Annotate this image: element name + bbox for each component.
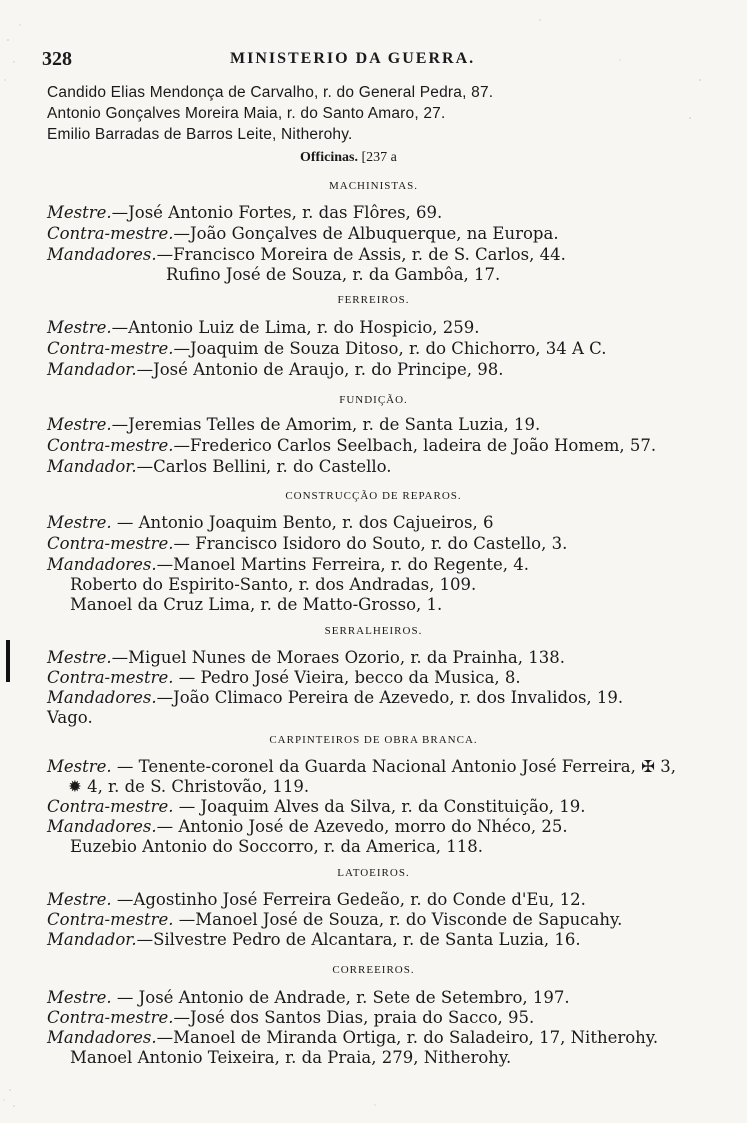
entry-text: —Manoel José de Souza, r. do Visconde de Sapucahy. xyxy=(173,910,623,929)
entry-text: —Antonio Luiz de Lima, r. do Hospicio, 259. xyxy=(111,318,480,337)
entry-text: —José Antonio Fortes, r. das Flôres, 69. xyxy=(111,203,443,222)
entry-text: —José dos Santos Dias, praia do Sacco, 95. xyxy=(173,1008,535,1027)
officinas-ref: [237 a xyxy=(361,150,397,165)
entry-text: —João Climaco Pereira de Azevedo, r. dos Invalidos, 19. xyxy=(156,688,624,707)
entry-text: — José Antonio de Andrade, r. Sete de Setembro, 197. xyxy=(111,988,570,1007)
entry-line xyxy=(47,1008,534,1028)
running-title: MINISTERIO DA GUERRA. xyxy=(230,50,476,67)
entry-line xyxy=(47,360,503,380)
entry-line xyxy=(47,457,392,477)
margin-mark xyxy=(6,640,10,682)
entry-text: —Silvestre Pedro de Alcantara, r. de Santa Luzia, 16. xyxy=(136,930,581,949)
role-label: Mestre. xyxy=(47,648,112,667)
section-title: LATOEIROS. xyxy=(337,867,410,879)
entry-line xyxy=(47,1028,658,1048)
entry-line xyxy=(47,648,565,668)
officinas-heading xyxy=(300,150,397,166)
entry-line: Vago. xyxy=(47,708,93,727)
entry-text: — Antonio Joaquim Bento, r. dos Cajueiros, 6 xyxy=(111,513,494,532)
section-title: CONSTRUCÇÃO DE REPAROS. xyxy=(285,490,462,502)
entry-text: — Francisco Isidoro do Souto, r. do Castello, 3. xyxy=(173,534,568,553)
entry-text: —Frederico Carlos Seelbach, ladeira de João Homem, 57. xyxy=(173,436,657,455)
role-label: Mandador. xyxy=(47,457,137,476)
section-title: SERRALHEIROS. xyxy=(324,625,423,637)
entry-text: —Carlos Bellini, r. do Castello. xyxy=(136,457,392,476)
entry-text: — Pedro José Vieira, becco da Musica, 8. xyxy=(173,668,521,687)
entry-line: Roberto do Espirito-Santo, r. dos Andradas, 109. xyxy=(70,575,477,594)
role-label: Mestre. xyxy=(47,757,112,776)
entry-line: Emilio Barradas de Barros Leite, Nitherohy. xyxy=(47,126,353,143)
entry-line xyxy=(47,339,606,359)
entry-text: —Jeremias Telles de Amorim, r. de Santa Luzia, 19. xyxy=(111,415,541,434)
entry-line xyxy=(47,245,566,265)
role-label: Contra-mestre. xyxy=(47,797,174,816)
entry-line xyxy=(47,534,567,554)
entry-line xyxy=(47,436,656,456)
entry-line xyxy=(47,988,570,1008)
entry-text: —Francisco Moreira de Assis, r. de S. Carlos, 44. xyxy=(156,245,566,264)
entry-line xyxy=(47,513,493,533)
entry-line: Rufino José de Souza, r. da Gambôa, 17. xyxy=(166,265,501,284)
role-label: Mestre. xyxy=(47,988,112,1007)
entry-line: Manoel da Cruz Lima, r. de Matto-Grosso, 1. xyxy=(70,595,443,614)
role-label: Mandadores. xyxy=(47,688,157,707)
role-label: Contra-mestre. xyxy=(47,910,174,929)
role-label: Contra-mestre. xyxy=(47,224,174,243)
role-label: Mandadores. xyxy=(47,817,157,836)
role-label: Mestre. xyxy=(47,890,112,909)
entry-line: Euzebio Antonio do Soccorro, r. da America, 118. xyxy=(70,837,483,856)
section-title: CARPINTEIROS DE OBRA BRANCA. xyxy=(269,734,478,746)
officinas-title: Officinas. xyxy=(300,150,358,165)
role-label: Mandador. xyxy=(47,360,137,379)
role-label: Mandadores. xyxy=(47,1028,157,1047)
entry-line xyxy=(47,910,622,930)
entry-text: —João Gonçalves de Albuquerque, na Europa. xyxy=(173,224,559,243)
role-label: Contra-mestre. xyxy=(47,436,174,455)
entry-text: — Joaquim Alves da Silva, r. da Constituição, 19. xyxy=(173,797,586,816)
entry-text: — Tenente-coronel da Guarda Nacional Antonio José Ferreira, ✠ 3, xyxy=(111,757,676,776)
entry-line xyxy=(47,757,676,777)
entry-text: —Joaquim de Souza Ditoso, r. do Chichorro, 34 A C. xyxy=(173,339,607,358)
entry-text: — Antonio José de Azevedo, morro do Nhéco, 25. xyxy=(156,817,568,836)
section-title: CORREEIROS. xyxy=(332,964,415,976)
section-title: FUNDIÇÃO. xyxy=(339,394,408,406)
role-label: Contra-mestre. xyxy=(47,668,174,687)
entry-line xyxy=(47,890,586,910)
entry-line xyxy=(47,415,540,435)
entry-line xyxy=(47,688,623,708)
entry-line: ✹ 4, r. de S. Christovão, 119. xyxy=(68,777,310,796)
entry-text: —Miguel Nunes de Moraes Ozorio, r. da Prainha, 138. xyxy=(111,648,565,667)
entry-text: —Manoel de Miranda Ortiga, r. do Saladeiro, 17, Nitherohy. xyxy=(156,1028,659,1047)
entry-line xyxy=(47,318,480,338)
role-label: Contra-mestre. xyxy=(47,1008,174,1027)
role-label: Mestre. xyxy=(47,415,112,434)
entry-line: Candido Elias Mendonça de Carvalho, r. do General Pedra, 87. xyxy=(47,84,494,101)
entry-line xyxy=(47,555,529,575)
entry-line xyxy=(47,797,585,817)
role-label: Mestre. xyxy=(47,203,112,222)
role-label: Mestre. xyxy=(47,513,112,532)
role-label: Mestre. xyxy=(47,318,112,337)
entry-line: Antonio Gonçalves Moreira Maia, r. do Santo Amaro, 27. xyxy=(47,105,446,122)
page-header xyxy=(42,48,702,72)
entry-line xyxy=(47,224,559,244)
role-label: Mandadores. xyxy=(47,245,157,264)
entry-text: —Agostinho José Ferreira Gedeão, r. do Conde d'Eu, 12. xyxy=(111,890,586,909)
role-label: Contra-mestre. xyxy=(47,339,174,358)
role-label: Mandadores. xyxy=(47,555,157,574)
entry-line: Manoel Antonio Teixeira, r. da Praia, 279, Nitherohy. xyxy=(70,1048,512,1067)
entry-line xyxy=(47,203,442,223)
entry-line xyxy=(47,668,521,688)
role-label: Mandador. xyxy=(47,930,137,949)
entry-text: —José Antonio de Araujo, r. do Principe, 98. xyxy=(136,360,504,379)
entry-text: —Manoel Martins Ferreira, r. do Regente, 4. xyxy=(156,555,529,574)
section-title: MACHINISTAS. xyxy=(328,180,419,192)
entry-line xyxy=(47,817,568,837)
section-title: FERREIROS. xyxy=(337,294,410,306)
page-number: 328 xyxy=(42,48,72,70)
role-label: Contra-mestre. xyxy=(47,534,174,553)
entry-line xyxy=(47,930,581,950)
